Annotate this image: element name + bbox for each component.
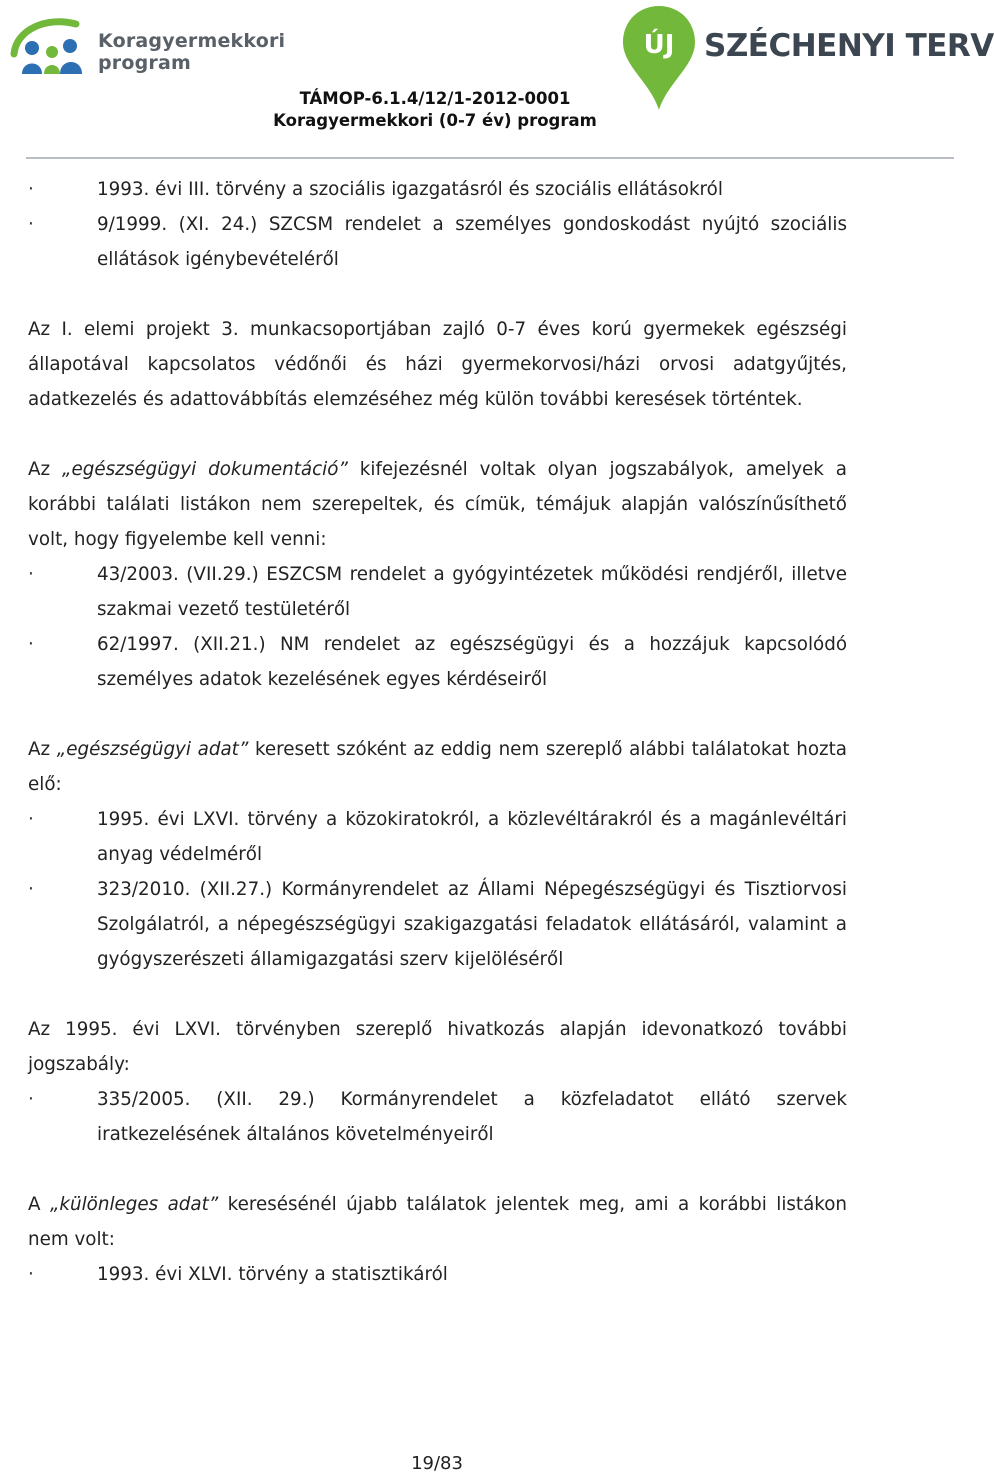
szechenyi-terv-text: SZÉCHENYI TERV [704,28,994,64]
koragyermekkori-logo-text: Koragyermekkori program [98,30,286,74]
paragraph-reference: Az 1995. évi LXVI. törvényben szereplő hivatkozás alapján idevonatkozó további jogszabály: [28,1019,847,1075]
search-term: „egészségügyi dokumentáció” [62,459,348,480]
paragraph-health-data: Az „egészségügyi adat” keresett szóként az eddig nem szereplő alábbi találatokat hozta elő: [28,739,847,795]
family-icon [6,10,96,80]
law-list-2 [28,557,847,697]
search-term: „egészségügyi adat” [56,739,249,760]
page-number: 19/83 [411,1453,463,1474]
page-header [0,0,994,162]
law-list-1 [28,172,847,277]
law-list-5 [28,1257,847,1292]
project-code: TÁMOP-6.1.4/12/1-2012-0001 [299,89,571,108]
header-divider [26,157,954,159]
list-item: · 323/2010. (XII.27.) Kormányrendelet az Állami Népegészségügyi és Tisztiorvosi Szolgálatról, a népegészségügyi szakigazgatási feladatok ellátásáról, valamint a gyógyszerészeti államigazgatási szerv kijelöléséről [28,872,847,977]
koragyermekkori-logo [6,10,306,80]
list-item: · 9/1999. (XI. 24.) SZCSM rendelet a személyes gondoskodást nyújtó szociális ellátások igénybevételéről [28,207,847,277]
law-list-4 [28,1082,847,1152]
paragraph-health-documentation: Az „egészségügyi dokumentáció” kifejezésnél voltak olyan jogszabályok, amelyek a korábbi találati listákon nem szerepeltek, és címük, témájuk alapján valószínűsíthető volt, hogy figyelembe kell venni: [28,459,847,550]
svg-text:ÚJ: ÚJ [643,30,675,60]
list-item: · 43/2003. (VII.29.) ESZCSM rendelet a gyógyintézetek működési rendjéről, illetve szakmai vezető testületéről [28,557,847,627]
law-list-3 [28,802,847,977]
paragraph-special-data: A „különleges adat” keresésénél újabb találatok jelentek meg, ami a korábbi listákon nem volt: [28,1194,847,1250]
paragraph-search-note: Az I. elemi projekt 3. munkacsoportjában zajló 0-7 éves korú gyermekek egészségi állapotával kapcsolatos védőnői és házi gyermekorvosi/házi orvosi adatgyűjtés, adatkezelés és adattovábbítás elemzéséhez még külön további keresések történtek. [28,319,847,410]
project-name: Koragyermekkori (0-7 év) program [273,111,597,130]
list-item: · 1993. évi XLVI. törvény a statisztikáról [28,1257,847,1292]
document-body [28,172,847,1327]
list-item: · 1995. évi LXVI. törvény a közokiratokról, a közlevéltárakról és a magánlevéltári anyag védelméről [28,802,847,872]
search-term: „különleges adat” [49,1194,219,1215]
list-item: · 1993. évi III. törvény a szociális igazgatásról és szociális ellátásokról [28,172,847,207]
list-item: · 335/2005. (XII. 29.) Kormányrendelet a közfeladatot ellátó szervek iratkezelésének általános követelményeiről [28,1082,847,1152]
list-item: · 62/1997. (XII.21.) NM rendelet az egészségügyi és a hozzájuk kapcsolódó személyes adatok kezelésének egyes kérdéseiről [28,627,847,697]
